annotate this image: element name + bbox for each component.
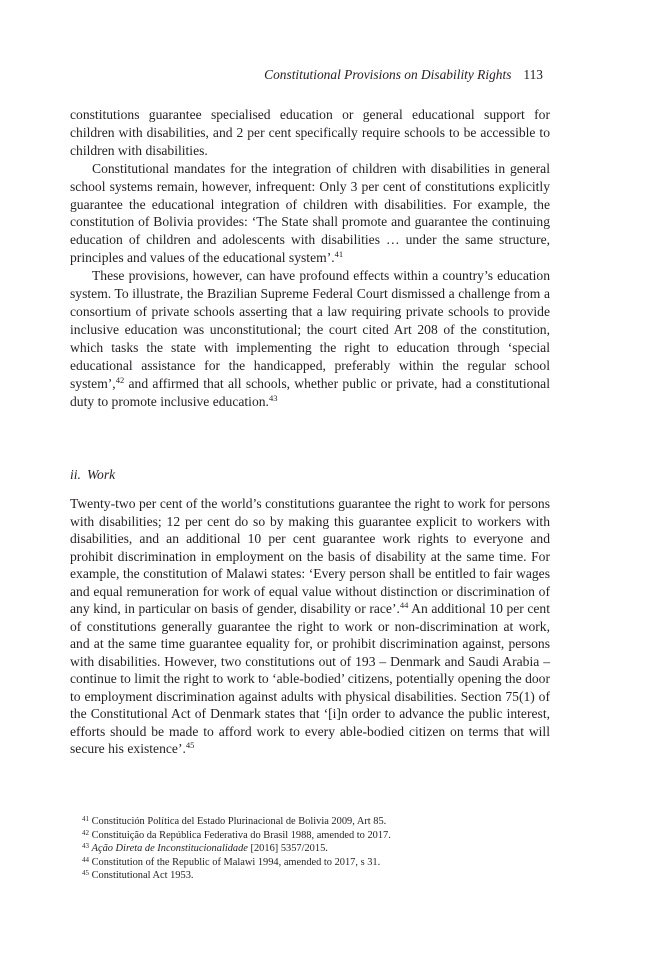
footnotes bbox=[82, 815, 552, 883]
footnote-ref[interactable]: 43 bbox=[268, 392, 278, 403]
footnote-text: [2016] 5357/2015. bbox=[247, 843, 328, 854]
paragraph-text: Twenty-two per cent of the world’s constitutions guarantee the right to work for persons with disabilities; 12 per cent do so by making this guarantee explicit to workers with disabilities, and an additional 10 per cent guarantee work rights to everyone and prohibit discrimination in employment on the basis of disability at the same time. For example, the constitution of Malawi states: ‘Every person shall be entitled to fair wages and equal remuneration for work of equal value without distinction or discrimination of any kind, in particular on basis of gender, disability or race’. bbox=[70, 496, 550, 616]
footnote-ref[interactable]: 44 bbox=[399, 600, 409, 610]
running-head bbox=[264, 66, 543, 84]
footnote-text: Constitución Política del Estado Plurinacional de Bolivia 2009, Art 85. bbox=[91, 816, 387, 827]
education-section-text bbox=[70, 106, 550, 410]
footnote-43 bbox=[82, 842, 552, 856]
paragraph-integration bbox=[70, 160, 550, 267]
paragraph-text: An additional 10 per cent of constitutions generally guarantee the right to work or non-discrimination at work, and at the same time guarantee equality for, or prohibit discrimination against, persons with disabilities. However, two constitutions out of 193 – Denmark and Saudi Arabia – continue to limit the right to work to ‘able-bodied’ citizens, potentially opening the door to employment discrimination against adults with physical disabilities. Section 75(1) of the Constitutional Act of Denmark states that ‘[i]n order to advance the public interest, efforts should be made to afford work to every able-bodied citizen on terms that will secure his existence’. bbox=[70, 601, 550, 756]
paragraph-brazil bbox=[70, 267, 550, 410]
paragraph-text: Constitutional mandates for the integration of children with disabilities in general school systems remain, however, infrequent: Only 3 per cent of constitutions explicitly guarantee the educational integration of children with disabilities. For example, the constitution of Bolivia provides: ‘The State shall promote and guarantee the continuing education of children and adolescents with disabilities … under the same structure, principles and values of the educational system’. bbox=[70, 160, 550, 266]
footnote-number: 43 bbox=[82, 842, 89, 850]
running-head-title: Constitutional Provisions on Disability Rights bbox=[264, 67, 512, 82]
footnote-ref[interactable]: 41 bbox=[334, 249, 344, 260]
footnote-number: 41 bbox=[82, 815, 89, 823]
footnote-case-name: Ação Direta de Inconstitucionalidade bbox=[91, 843, 248, 854]
paragraph-continuation bbox=[70, 106, 550, 160]
footnote-number: 44 bbox=[82, 855, 89, 864]
footnote-41 bbox=[82, 815, 552, 829]
section-number: ii. bbox=[70, 467, 81, 482]
page-number: 113 bbox=[523, 67, 543, 82]
footnote-number: 45 bbox=[82, 869, 89, 877]
paragraph-work bbox=[70, 495, 550, 758]
footnote-42 bbox=[82, 829, 552, 843]
section-title: Work bbox=[86, 467, 116, 482]
paragraph-text: constitutions guarantee specialised education or general educational support for children with disabilities, and 2 per cent specifically require schools to be accessible to children with disabilities. bbox=[70, 107, 550, 158]
footnote-text: Constituição da República Federativa do Brasil 1988, amended to 2017. bbox=[91, 829, 391, 841]
paragraph-text: and affirmed that all schools, whether public or private, had a constitutional duty to promote inclusive education. bbox=[70, 375, 550, 409]
paragraph-text: These provisions, however, can have profound effects within a country’s education system. To illustrate, the Brazilian Supreme Federal Court dismissed a challenge from a consortium of private schools asserting that a law requiring private schools to provide inclusive education was unconstitutional; the court cited Art 208 of the constitution, which tasks the state with implementing the right to education through ‘special educational assistance for the handicapped, preferably within the regular school system’, bbox=[70, 268, 550, 391]
footnote-ref[interactable]: 42 bbox=[115, 374, 125, 385]
footnote-text: Constitution of the Republic of Malawi 1994, amended to 2017, s 31. bbox=[91, 856, 381, 868]
footnote-number: 42 bbox=[82, 828, 89, 837]
section-heading bbox=[70, 466, 115, 484]
footnote-text: Constitutional Act 1953. bbox=[91, 870, 194, 881]
footnote-44 bbox=[82, 856, 552, 870]
footnote-ref[interactable]: 45 bbox=[185, 740, 195, 750]
work-section-text bbox=[70, 495, 550, 758]
footnote-45 bbox=[82, 869, 552, 883]
